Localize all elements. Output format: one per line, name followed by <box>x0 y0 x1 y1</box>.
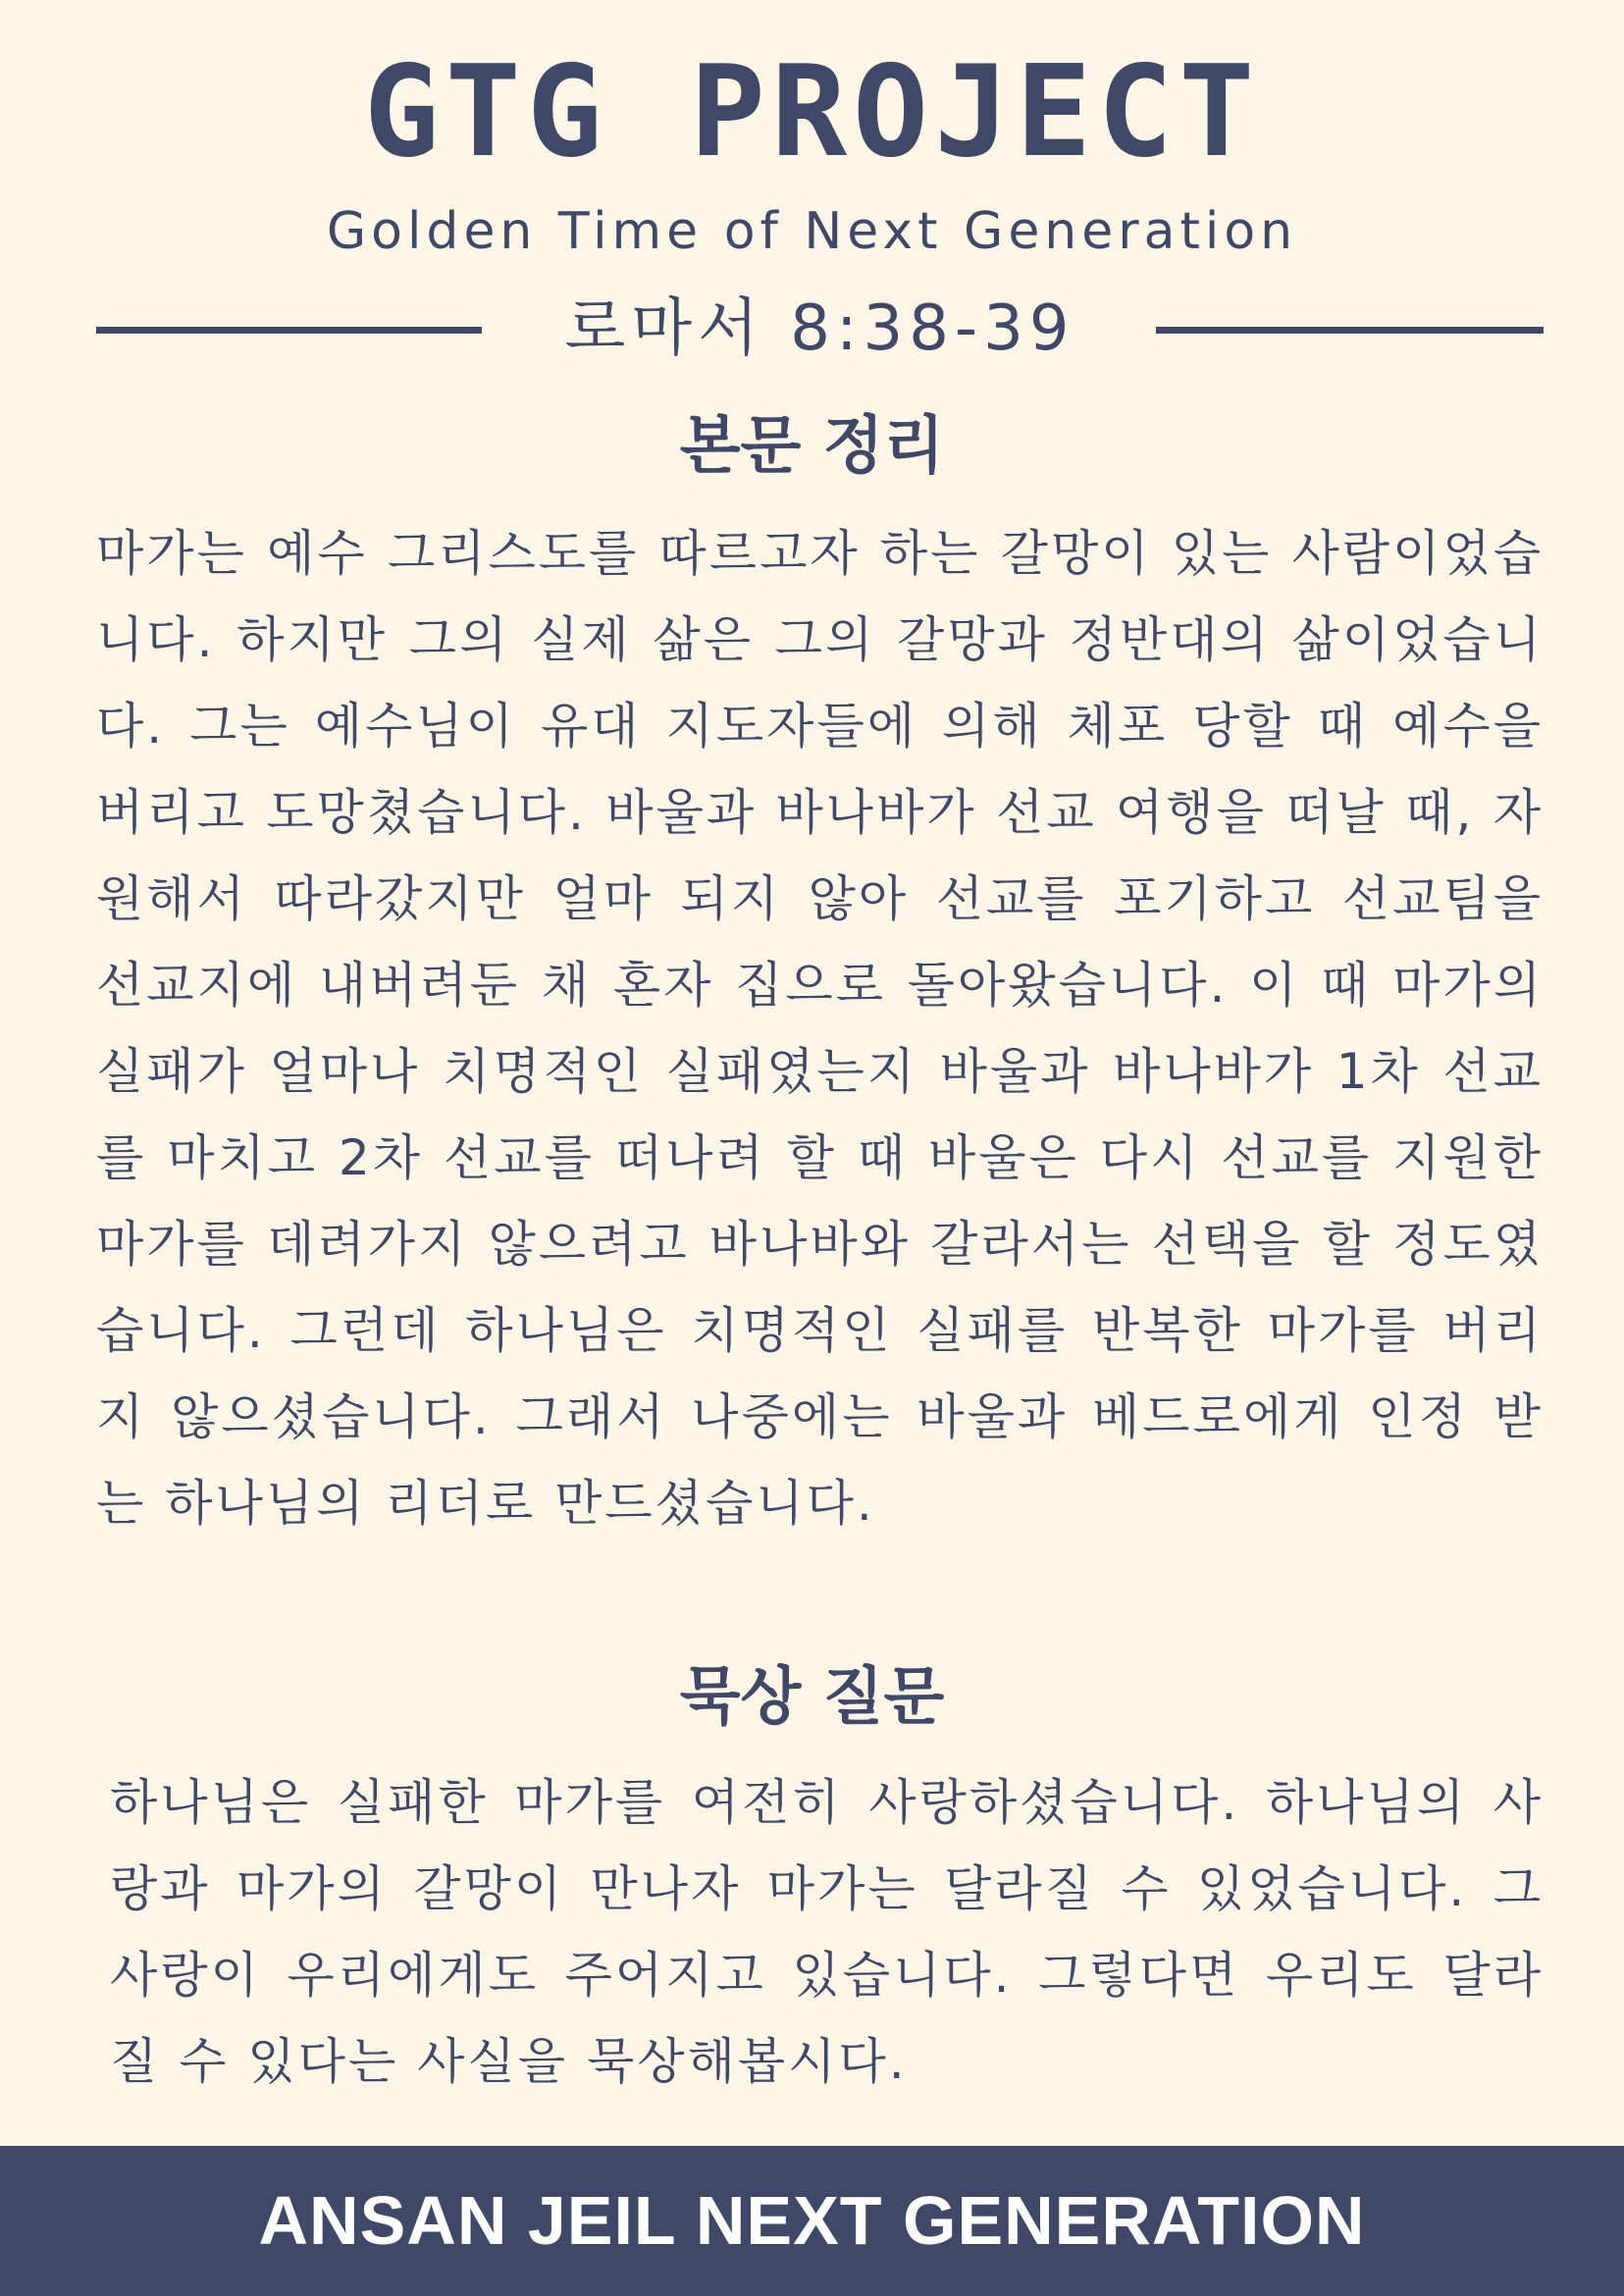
verse-reference: 로마서 8:38-39 <box>564 292 1075 365</box>
meditation-paragraph: 하나님은 실패한 마가를 여전히 사랑하셨습니다. 하나님의 사랑과 마가의 갈망이 만나자 마가는 달라질 수 있었습니다. 그 사랑이 우리에게도 주어지고 있습니다. 그렇다면 우리도 달라질 수 있다는 사실을 묵상해봅시다. <box>110 1774 1544 2090</box>
summary-heading: 본문 정리 <box>679 410 945 483</box>
verse-reference-row <box>96 285 1544 373</box>
footer-bar <box>0 2146 1624 2296</box>
footer-text: ANSAN JEIL NEXT GENERATION <box>258 2182 1366 2259</box>
summary-paragraph: 마가는 예수 그리스도를 따르고자 하는 갈망이 있는 사람이었습니다. 하지만 그의 실제 삶은 그의 갈망과 정반대의 삶이었습니다. 그는 예수님이 유대 지도자들에 의해 체포 당할 때 예수을 버리고 도망쳤습니다. 바울과 바나바가 선교 여행을 떠날 때, 자원해서 따라갔지만 얼마 되지 않아 선교를 포기하고 선교팀을 선교지에 내버려둔 채 혼자 집으로 돌아왔습니다. 이 때 마가의 실패가 얼마나 치명적인 실패였는지 바울과 바나바가 1차 선교를 마치고 2차 선교를 떠나려 할 때 바울은 다시 선교를 지원한 마가를 데려가지 않으려고 바나바와 갈라서는 선택을 할 정도였습니다. 그런데 하나님은 치명적인 실패를 반복한 마가를 버리지 않으셨습니다. 그래서 나중에는 바울과 베드로에게 인정 받는 하나님의 리더로 만드셨습니다. <box>96 525 1544 1532</box>
page-subtitle: Golden Time of Next Generation <box>326 202 1298 261</box>
page-title: GTG PROJECT <box>363 39 1261 185</box>
right-divider-line <box>1156 327 1544 334</box>
meditation-heading: 묵상 질문 <box>679 1661 945 1734</box>
